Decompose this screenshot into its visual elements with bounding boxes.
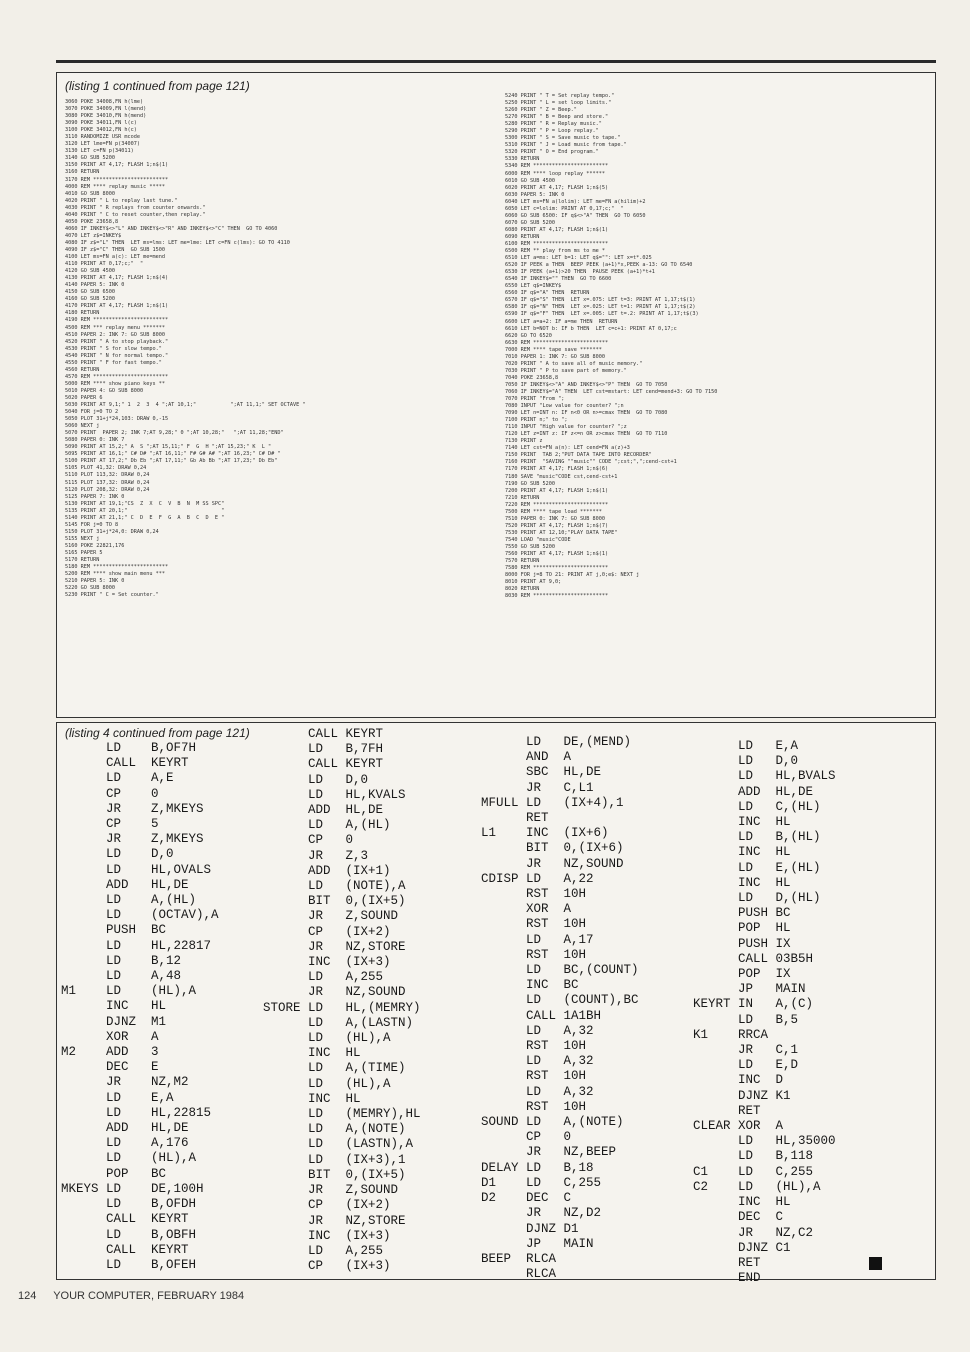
page-footer xyxy=(18,1290,244,1302)
listing-1-right-column: 5240 PRINT " T = Set replay tempo." 5250 PRINT " L = set loop limits." 5260 PRINT " Z = Beep." 5270 PRINT " B = Beep and store." 5280 PRINT " R = Replay music." 5290 PRINT " P = Loop replay." 5300 PRINT " S = Save music to tape." 5310 PRINT " J = Load music from tape." 5320 PRINT " O = End program." 5330 RETURN 5340 REM ************************ 6000 REM **** loop replay ****** 6010 GO SUB 4500 6020 PRINT AT 4,17; FLASH 1;n$(5) 6030 PAPER 5: INK 0 6040 LET ms=FN a(lolim): LET me=FN a(hilim)+2 6050 LET c=lolim: PRINT AT 0,17;c;" " 6060 GO SUB 6500: IF q$<>"A" THEN GO TO 6050 6070 GO SUB 5200 6080 PRINT AT 4,17; FLASH 1;n$(1) 6090 RETURN 6100 REM ************************ 6500 REM ** play from ms to me * 6510 LET a=ms: LET b=1: LET q$="": LET x=t*.025 6520 IF PEEK a THEN BEEP PEEK (a+1)*x,PEEK a-13: GO TO 6540 6530 IF PEEK (a+1)>20 THEN PAUSE PEEK (a+1)*t+1 6540 IF INKEY$="" THEN GO TO 6600 6550 LET q$=INKEY$ 6560 IF q$="A" THEN RETURN 6570 IF q$="S" THEN LET x=.075: LET t=3: PRINT AT 1,17;t$(1) 6580 IF q$="N" THEN LET x=.025: LET t=1: PRINT AT 1,17;t$(2) 6590 IF q$="F" THEN LET x=.005: LET t=.2: PRINT AT 1,17;t$(3) 6600 LET a=a+2: IF a=me THEN RETURN 6610 LET b=NOT b: IF b THEN LET c=c+1: PRINT AT 0,17;c 6620 GO TO 6520 6630 REM ************************ 7000 REM **** tape save ******* 7010 PAPER 1: INK 7: GO SUB 8000 7020 PRINT " A to save all of music memory." 7030 PRINT " P to save part of memory." 7040 POKE 23658,8 7050 IF INKEY$<>"A" AND INKEY$<>"P" THEN GO TO 7050 7060 IF INKEY$="A" THEN LET cst=mstart: LET cend=mend+3: GO TO 7150 7070 PRINT "From "; 7080 INPUT "Low value for counter? ";n 7090 LET n=INT n: IF n<0 OR n>=cmax THEN GO TO 7080 7100 PRINT n;" to "; 7110 INPUT "High value for counter? ";z 7120 LET z=INT z: IF z<=n OR z>cmax THEN GO TO 7110 7130 PRINT z 7140 LET cst=FN a(n): LET cend=FN a(z)+3 7150 PRINT TAB 2;"PUT DATA TAPE INTO RECORDER" 7160 PRINT "SAVING ""music"" CODE ";cst;",";cend-cst+1 7170 PRINT AT 4,17; FLASH 1;n$(6) 7180 SAVE "music"CODE cst,cend-cst+1 7190 GO SUB 5200 7200 PRINT AT 4,17; FLASH 1;n$(1) 7210 RETURN 7220 REM ************************ 7500 REM **** tape load ******* 7510 PAPER 0: INK 7: GO SUB 8000 7520 PRINT AT 4,17; FLASH 1;n$(7) 7530 PRINT AT 12,10;"PLAY DATA TAPE" 7540 LOAD "music"CODE 7550 GO SUB 5200 7560 PRINT AT 4,17; FLASH 1;n$(1) 7570 RETURN 7580 REM ************************ 8000 FOR j=8 TO 21: PRINT AT j,0;e$: NEXT j 8010 PRINT AT 9,0; 8020 RETURN 8030 REM ************************ xyxy=(505,93,718,600)
listing-4-column-1: LD B,OF7H CALL KEYRT LD A,E CP 0 JR Z,MKEYS CP 5 JR Z,MKEYS LD D,0 LD HL,OVALS ADD HL,DE LD A,(HL) LD (OCTAV),A PUSH BC LD HL,22817 LD B,12 LD A,48 M1 LD (HL),A INC HL DJNZ M1 XOR A M2 ADD 3 DEC E JR NZ,M2 LD E,A LD HL,22815 ADD HL,DE LD A,176 LD (HL),A POP BC MKEYS LD DE,100H LD B,OFDH CALL KEYRT LD B,OBFH CALL KEYRT LD B,OFEH xyxy=(61,741,219,1272)
listing-4-panel xyxy=(56,722,936,1286)
end-of-article-mark xyxy=(869,1257,882,1270)
listing-4-column-4: LD E,A LD D,0 LD HL,BVALS ADD HL,DE LD C,(HL) INC HL LD B,(HL) INC HL LD E,(HL) INC HL LD D,(HL) PUSH BC POP HL PUSH IX CALL 03B5H POP IX JP MAIN KEYRT IN A,(C) LD B,5 K1 RRCA JR C,1 LD E,D INC D DJNZ K1 RET CLEAR XOR A LD HL,35000 LD B,118 C1 LD C,255 C2 LD (HL),A INC HL DEC C JR NZ,C2 DJNZ C1 RET END xyxy=(693,739,836,1286)
top-rule xyxy=(56,60,936,63)
publication-line: YOUR COMPUTER, FEBRUARY 1984 xyxy=(53,1290,245,1302)
listing-4-column-3: LD DE,(MEND) AND A SBC HL,DE JR C,L1 MFULL LD (IX+4),1 RET L1 INC (IX+6) BIT 0,(IX+6) JR NZ,SOUND CDISP LD A,22 RST 10H XOR A RST 10H LD A,17 RST 10H LD BC,(COUNT) INC BC LD (COUNT),BC CALL 1A1BH LD A,32 RST 10H LD A,32 RST 10H LD A,32 RST 10H SOUND LD A,(NOTE) CP 0 JR NZ,BEEP DELAY LD B,18 D1 LD C,255 D2 DEC C JR NZ,D2 DJNZ D1 JP MAIN BEEP RLCA RLCA xyxy=(481,735,639,1282)
listing-1-left-column: 3060 POKE 34008,FN h(lme) 3070 POKE 34009,FN l(mend) 3080 POKE 34010,FN h(mend) 3090 POKE 34011,FN l(c) 3100 POKE 34012,FN h(c) 3110 RANDOMIZE USR mcode 3120 LET lme=FN p(34007) 3130 LET c=FN p(34011) 3140 GO SUB 5200 3150 PRINT AT 4,17; FLASH 1;n$(1) 3160 RETURN 3170 REM ************************ 4000 REM **** replay music ***** 4010 GO SUB 8000 4020 PRINT " L to replay last tune." 4030 PRINT " R replays from counter onwards." 4040 PRINT " C to reset counter,then replay." 4050 POKE 23658,8 4060 IF INKEY$<>"L" AND INKEY$<>"R" AND INKEY$<>"C" THEN GO TO 4060 4070 LET z$=INKEY$ 4080 IF z$="L" THEN LET ms=lms: LET me=lme: LET c=FN c(lms): GO TO 4110 4090 IF z$="C" THEN GO SUB 1500 4100 LET ms=FN a(c): LET me=mend 4110 PRINT AT 0,17;c;" " 4120 GO SUB 4500 4130 PRINT AT 4,17; FLASH 1;n$(4) 4140 PAPER 5: INK 0 4150 GO SUB 6500 4160 GO SUB 5200 4170 PRINT AT 4,17; FLASH 1;n$(1) 4180 RETURN 4190 REM ************************ 4500 REM *** replay menu ******* 4510 PAPER 2: INK 7: GO SUB 8000 4520 PRINT " A to stop playback." 4530 PRINT " S for slow tempo." 4540 PRINT " N for normal tempo." 4550 PRINT " F for fast tempo." 4560 RETURN 4570 REM ************************ 5000 REM **** show piano keys ** 5010 PAPER 4: GO SUB 8000 5020 PAPER 6 5030 PRINT AT 9,1;" 1 2 3 4 ";AT 10,1;" ";AT 11,1;" SET OCTAVE " 5040 FOR j=0 TO 2 5050 PLOT 31+j*24,103: DRAW 0,-15 5060 NEXT j 5070 PRINT PAPER 2; INK 7;AT 9,28;" 0 ";AT 10,28;" ";AT 11,28;"END" 5080 PAPER 0: INK 7 5090 PRINT AT 15,2;" A S ";AT 15,11;" F G H ";AT 15,23;" K L " 5095 PRINT AT 16,1;" C# D# ";AT 16,11;" F# G# A# ";AT 16,23;" C# D# " 5100 PRINT AT 17,2;" Db Eb ";AT 17,11;" Gb Ab Bb ";AT 17,23;" Db Eb" 5105 PLOT 41,32: DRAW 0,24 5110 PLOT 113,32: DRAW 0,24 5115 PLOT 137,32: DRAW 0,24 5120 PLOT 208,32: DRAW 0,24 5125 PAPER 7: INK 0 5130 PRINT AT 19,1;"CS Z X C V B N M SS SPC" 5135 PRINT AT 20,1;" " 5140 PRINT AT 21,1;" C D E F G A B C D E " 5145 FOR j=0 TO 8 5150 PLOT 31+j*24,0: DRAW 0,24 5155 NEXT j 5160 POKE 22821,176 5165 PAPER 5 5170 RETURN 5180 REM ************************ 5200 REM **** show main menu *** 5210 PAPER 5: INK 0 5220 GO SUB 8000 5230 PRINT " C = Set counter." xyxy=(65,99,306,599)
listing-4-column-2: CALL KEYRT LD B,7FH CALL KEYRT LD D,0 LD HL,KVALS ADD HL,DE LD A,(HL) CP 0 JR Z,3 ADD (IX+1) LD (NOTE),A BIT 0,(IX+5) JR Z,SOUND CP (IX+2) JR NZ,STORE INC (IX+3) LD A,255 JR NZ,SOUND STORE LD HL,(MEMRY) LD A,(LASTN) LD (HL),A INC HL LD A,(TIME) LD (HL),A INC HL LD (MEMRY),HL LD A,(NOTE) LD (LASTN),A LD (IX+3),1 BIT 0,(IX+5) JR Z,SOUND CP (IX+2) JR NZ,STORE INC (IX+3) LD A,255 CP (IX+3) xyxy=(263,727,421,1274)
listing-4-caption: (listing 4 continued from page 121) xyxy=(65,726,250,740)
page-number: 124 xyxy=(18,1290,37,1302)
listing-1-caption: (listing 1 continued from page 121) xyxy=(65,79,250,93)
listing-1-panel xyxy=(56,72,936,718)
